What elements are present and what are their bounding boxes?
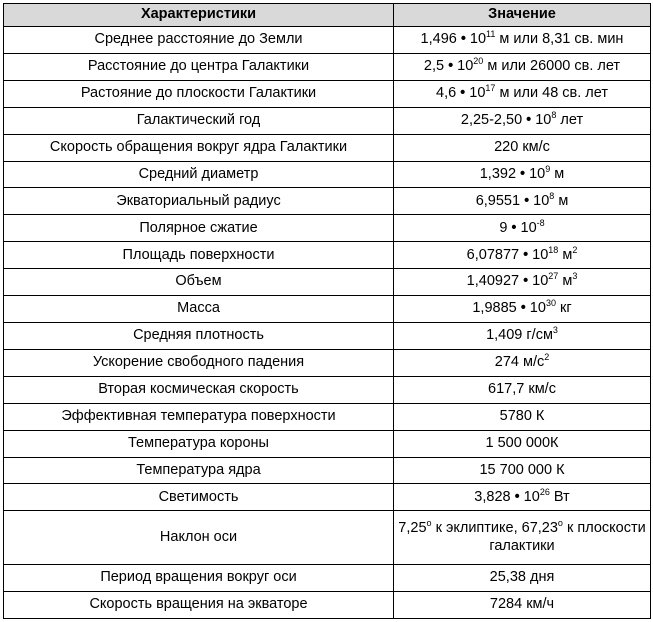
row-value: 1,496 • $10^{11}$ м или 8,31 св. мин: [394, 27, 651, 54]
row-value: 5780 К: [394, 403, 651, 430]
row-label: Экваториальный радиус: [4, 188, 394, 215]
table-row: [4, 188, 651, 215]
row-value: 25,38 дня: [394, 565, 651, 592]
table-row: [4, 349, 651, 376]
row-label: Масса: [4, 296, 394, 323]
table-row: [4, 161, 651, 188]
row-label: Площадь поверхности: [4, 242, 394, 269]
table-row: [4, 430, 651, 457]
row-label: Наклон оси: [4, 511, 394, 565]
row-value: 1,392 • $10^9$ м: [394, 161, 651, 188]
row-label: Эффективная температура поверхности: [4, 403, 394, 430]
row-value: 274 $м/с^2$: [394, 349, 651, 376]
row-label: Объем: [4, 269, 394, 296]
sun-characteristics-table: [3, 3, 651, 619]
row-value: 1 500 000К: [394, 430, 651, 457]
header-value: Значение: [394, 4, 651, 27]
table-row: [4, 322, 651, 349]
row-value: 2,25-2,50 • $10^8$ лет: [394, 107, 651, 134]
row-value: 15 700 000 К: [394, 457, 651, 484]
row-value: 7284 км/ч: [394, 592, 651, 619]
table-row: [4, 592, 651, 619]
table-row: [4, 107, 651, 134]
table-row: [4, 484, 651, 511]
table-row: [4, 215, 651, 242]
table-row: [4, 80, 651, 107]
row-label: Средний диаметр: [4, 161, 394, 188]
row-label: Скорость вращения на экваторе: [4, 592, 394, 619]
row-value: 9 • $10^{-8}$: [394, 215, 651, 242]
row-value: 220 км/с: [394, 134, 651, 161]
row-value: 617,7 км/с: [394, 376, 651, 403]
table-row: [4, 269, 651, 296]
row-value: 1,40927 • $10^{27}$ $м^3$: [394, 269, 651, 296]
table-row: [4, 457, 651, 484]
table-row: [4, 53, 651, 80]
row-label: Светимость: [4, 484, 394, 511]
row-value: 4,6 • $10^{17}$ м или 48 св. лет: [394, 80, 651, 107]
table-row: [4, 27, 651, 54]
table-row: [4, 242, 651, 269]
row-label: Расстояние до центра Галактики: [4, 53, 394, 80]
row-label: Среднее расстояние до Земли: [4, 27, 394, 54]
row-label: Скорость обращения вокруг ядра Галактики: [4, 134, 394, 161]
table-row: [4, 134, 651, 161]
table-header-row: [4, 4, 651, 27]
table-row: [4, 296, 651, 323]
row-label: Галактический год: [4, 107, 394, 134]
table-row: [4, 403, 651, 430]
row-value: 3,828 • $10^{26}$ Вт: [394, 484, 651, 511]
row-value: 6,07877 • $10^{18}$ $м^2$: [394, 242, 651, 269]
table-row: [4, 565, 651, 592]
header-characteristics: Характеристики: [4, 4, 394, 27]
row-label: Период вращения вокруг оси: [4, 565, 394, 592]
row-label: Вторая космическая скорость: [4, 376, 394, 403]
row-label: Полярное сжатие: [4, 215, 394, 242]
row-value: 6,9551 • $10^8$ м: [394, 188, 651, 215]
row-value: 2,5 • $10^{20}$ м или 26000 св. лет: [394, 53, 651, 80]
row-label: Температура ядра: [4, 457, 394, 484]
table-row: [4, 511, 651, 565]
row-value: $7,25^о$ к эклиптике, $67,23^о$ к плоскости галактики: [394, 511, 651, 565]
row-label: Ускорение свободного падения: [4, 349, 394, 376]
row-value: 1,9885 • $10^{30}$ кг: [394, 296, 651, 323]
row-value: 1,409 $г/см^3$: [394, 322, 651, 349]
row-label: Температура короны: [4, 430, 394, 457]
row-label: Растояние до плоскости Галактики: [4, 80, 394, 107]
table-row: [4, 376, 651, 403]
row-label: Средняя плотность: [4, 322, 394, 349]
